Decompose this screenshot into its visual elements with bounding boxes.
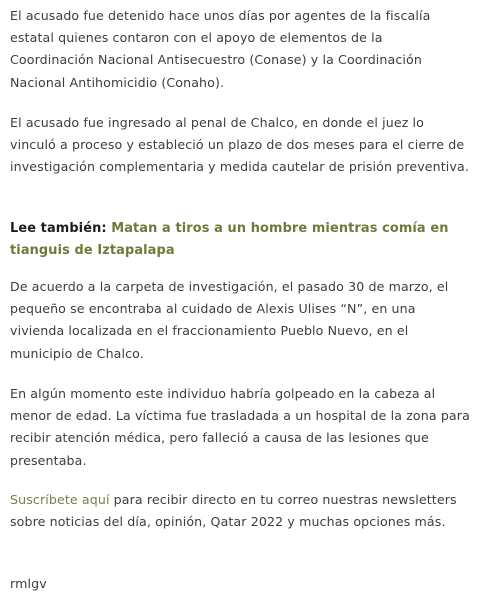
paragraph-arrest: El acusado fue detenido hace unos días por agentes de la fiscalía estatal quienes contaron con el apoyo de elementos de la Coordinación Nacional Antisecuestro (Conase) y la Coordinación Nacional Antihomicidio (Conaho). <box>10 8 431 90</box>
paragraph-prison: El acusado fue ingresado al penal de Chalco, en donde el juez lo vinculó a proceso y estableció un plazo de dos meses para el cierre de investigación complementaria y medida cautelar de prisión preventiva. <box>10 115 469 175</box>
newsletter-text: para recibir directo en tu correo nuestras newsletters sobre noticias del día, opinión, Qatar 2022 y muchas opciones más. <box>10 492 457 530</box>
read-also-label: Lee también: <box>10 221 107 236</box>
author-signature: rmlgv <box>10 576 47 591</box>
paragraph-newsletter <box>10 489 470 533</box>
paragraph-victim: En algún momento este individuo habría golpeado en la cabeza al menor de edad. La víctima fue trasladada a un hospital de la zona para recibir atención médica, pero falleció a causa de las lesiones que presentaba. <box>10 386 470 468</box>
read-also-link[interactable]: Matan a tiros a un hombre mientras comía en tianguis de Iztapalapa <box>10 221 449 259</box>
paragraph-investigation: De acuerdo a la carpeta de investigación, el pasado 30 de marzo, el pequeño se encontraba al cuidado de Alexis Ulises “N”, en una vivienda localizada en el fraccionamiento Pueblo Nuevo, en el municipio de Chalco. <box>10 279 449 361</box>
subscribe-link[interactable]: Suscríbete aquí <box>10 492 110 507</box>
read-also <box>10 218 470 262</box>
